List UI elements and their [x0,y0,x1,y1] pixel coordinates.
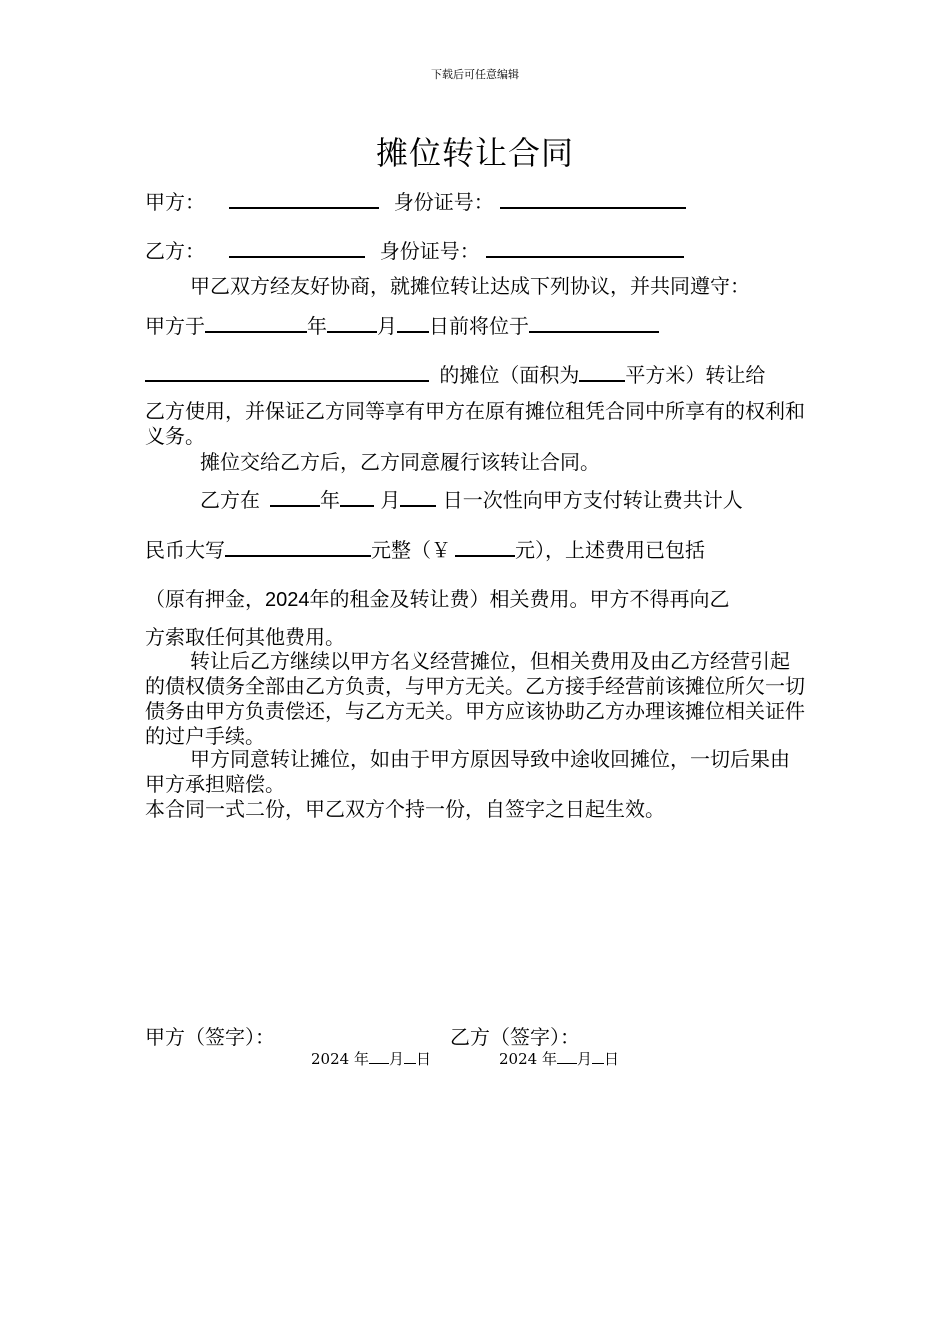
party-a-date-year-char: 年 [353,1050,369,1068]
clause3-amount-number-blank [455,535,515,557]
party-a-date-month-char: 月 [388,1050,404,1068]
clause1-rest: 乙方使用，并保证乙方同等享有甲方在原有摊位租凭合同中所享有的权利和义务。 [145,399,805,448]
party-a-date-day-blank [404,1051,416,1064]
clause2-text: 摊位交给乙方后，乙方同意履行该转让合同。 [200,450,600,474]
clause3-year-num: 2024 [265,589,310,611]
party-b-date-day-char: 日 [604,1050,620,1068]
party-a-date-day-char: 日 [416,1050,432,1068]
clause6-text: 本合同一式二份，甲乙双方个持一份，自签字之日起生效。 [145,797,665,821]
clause1-year: 年 [307,314,327,338]
party-a-date-month-blank [369,1051,389,1064]
party-b-date-year-char: 年 [541,1050,557,1068]
clause1-location-blank [529,311,659,333]
clause1-prefix: 甲方于 [145,314,205,338]
party-a-signature-label: 甲方（签字）： [145,1025,275,1049]
clause3-line1 [200,485,743,513]
party-b-sign-date [499,1048,619,1069]
party-a-name-blank [229,187,379,209]
clause1-month: 月 [377,314,397,338]
clause3-month: 月 [380,488,401,512]
party-a-id-blank [500,187,686,209]
clause1-day-before: 日前将位于 [429,314,529,338]
clause5-text: 甲方同意转让摊位，如由于甲方原因导致中途收回摊位，一切后果由甲方承担赔偿。 [145,747,790,796]
clause1-line2 [145,360,765,388]
party-a-label: 甲方： [145,190,205,214]
clause3-yuan-whole: 元整（￥ [371,538,451,562]
clause3-year: 年 [320,488,340,512]
document-title: 摊位转让合同 [375,134,574,172]
clause3-year-blank [270,485,320,507]
party-b-label: 乙方： [145,239,205,263]
clause1-address-blank [145,360,429,382]
party-a-line [145,187,686,215]
clause3-yuan-close: 元），上述费用已包括 [515,538,705,562]
clause3-rmb: 民币大写 [145,538,225,562]
clause1-area-blank [579,360,625,382]
clause4-text: 转让后乙方继续以甲方名义经营摊位，但相关费用及由乙方经营引起的债权债务全部由乙方负责，与甲方无关。乙方接手经营前该摊位所欠一切债务由甲方负责偿还，与乙方无关。甲方应该协助乙方办理该摊位相关证件的过户手续。 [145,649,805,748]
clause3-line2 [145,535,705,563]
clause3-prefix: 乙方在 [200,488,260,512]
clause3-day-text: 日一次性向甲方支付转让费共计人 [442,488,743,512]
party-a-sign-date [311,1048,431,1069]
party-b-id-label: 身份证号： [379,239,480,263]
party-b-signature-label: 乙方（签字）： [450,1025,580,1049]
clause1-stall-of: 的摊位（面积为 [439,363,580,387]
party-a-id-label: 身份证号： [393,190,494,214]
clause3-amount-words-blank [225,535,371,557]
party-b-date-month-blank [557,1051,577,1064]
header-note: 下载后可任意编辑 [431,68,519,81]
party-a-date-year: 2024 [311,1050,350,1068]
clause3-paren-open: （原有押金， [145,587,265,611]
party-b-line [145,236,684,264]
clause1-year-blank [205,311,307,333]
clause3-last: 方索取任何其他费用。 [145,625,345,649]
clause1-sqm: 平方米）转让给 [625,363,766,387]
party-b-date-day-blank [592,1051,604,1064]
party-b-date-month-char: 月 [576,1050,592,1068]
intro-text: 甲乙双方经友好协商，就摊位转让达成下列协议，并共同遵守： [190,274,750,298]
party-b-name-blank [229,236,365,258]
clause3-month-blank [340,485,374,507]
party-b-date-year: 2024 [499,1050,538,1068]
clause1-line1 [145,311,659,339]
party-b-id-blank [486,236,684,258]
clause3-day-blank [400,485,436,507]
clause1-month-blank [327,311,377,333]
clause1-day-blank [397,311,429,333]
clause3-line3 [145,586,730,613]
clause3-paren-rest: 年的租金及转让费）相关费用。甲方不得再向乙 [309,587,730,611]
